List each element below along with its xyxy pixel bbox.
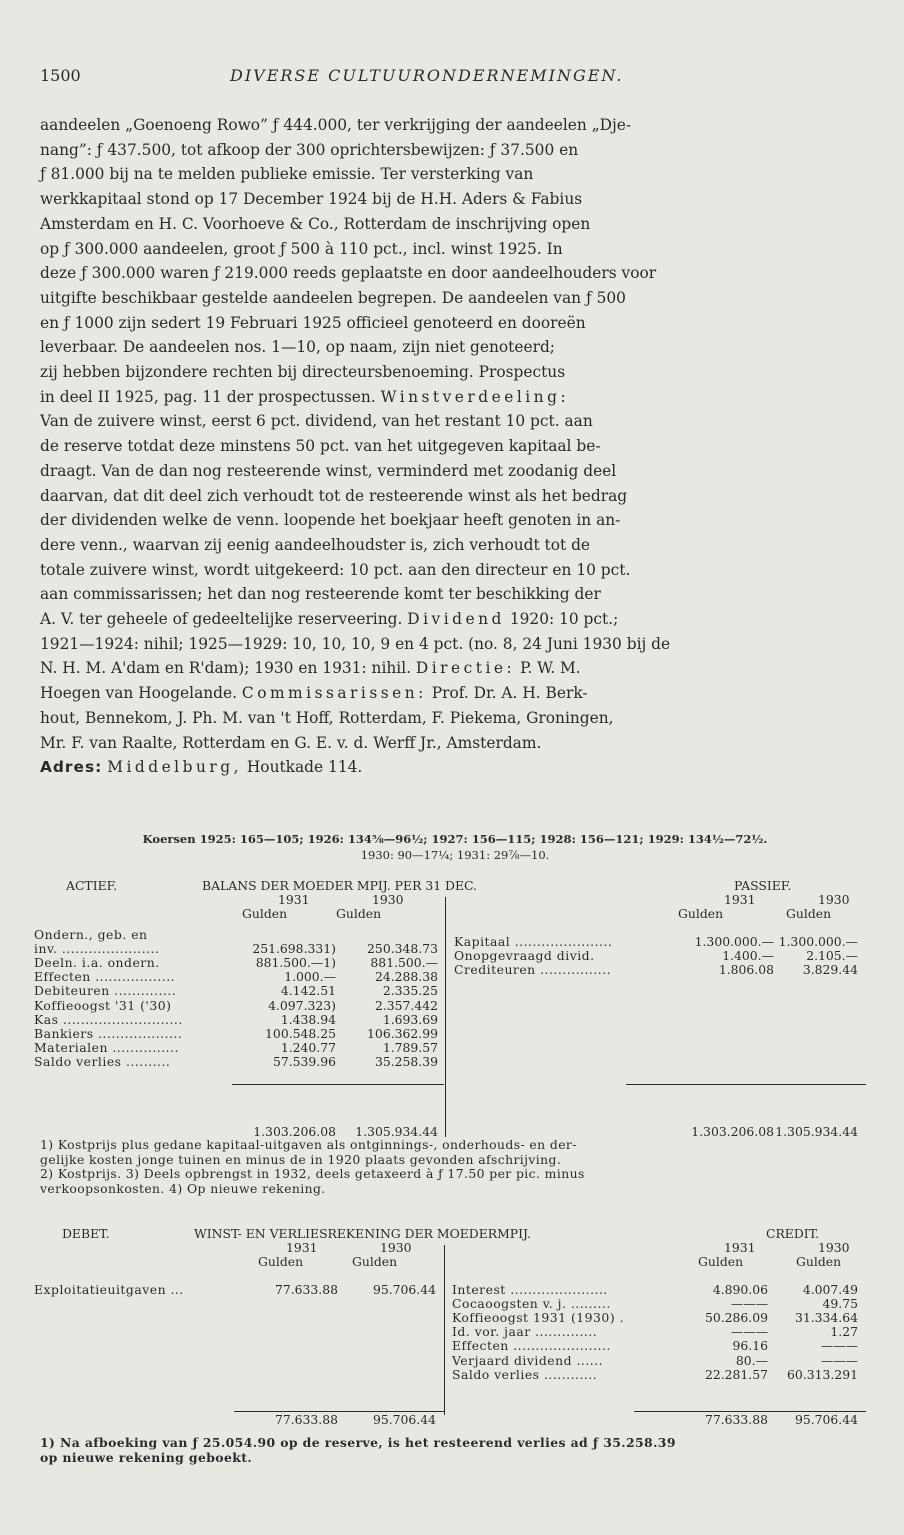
value-1930: 1.300.000.— [778,934,858,949]
value-1931: 251.698.331) [252,941,336,957]
row-label: Materialen ............... [34,1039,179,1055]
total-1931: 77.633.88 [274,1412,338,1427]
total-row [34,1413,864,1427]
value-1931: 96.16 [732,1338,768,1354]
total-1931: 1.303.206.08 [691,1124,774,1139]
passief-heading: PASSIEF. [734,878,792,893]
table-row [34,999,864,1013]
value-1931: ——— [730,1324,768,1340]
value-1931: 22.281.57 [704,1366,768,1382]
year-header: 1930 [380,1240,412,1255]
value-1931: 1.400.— [722,948,774,964]
value-1930: 4.007.49 [802,1282,858,1297]
table-row [34,963,864,977]
value-1930: 2.357.442 [374,997,438,1013]
value-1930: 106.362.99 [367,1025,438,1041]
body-line: nang”: ƒ 437.500, tot afkoop der 300 oprichtersbewijzen: ƒ 37.500 en [40,140,579,159]
unit-header: Gulden [242,906,288,921]
row-label: Verjaard dividend ...... [452,1352,604,1368]
directie-label: Directie: [415,659,516,678]
page-number: 1500 [40,66,81,85]
row-label: Kapitaal ...................... [454,934,613,949]
value-1931: 881.500.—1) [255,955,336,971]
table-row [34,1027,864,1041]
row-label: Effecten .................. [34,969,176,985]
value-1931: 1.806.08 [718,962,774,978]
body-line: daarvan, dat dit deel zich verhoudt tot de resteerende winst als het bedrag [40,486,628,505]
footnote: 1) Kostprijs plus gedane kapitaal-uitgaven als ontginnings-, onderhouds- en der- [40,1137,577,1152]
row-label: Cocaoogsten v. j. ......... [452,1296,611,1312]
value-1930: 250.348.73 [367,941,438,957]
year-header: 1931 [278,892,310,907]
value-1931: 1.300.000.— [694,934,774,949]
table-row [34,935,864,949]
table-row [34,1311,864,1325]
row-label: Exploitatieuitgaven ... [34,1282,184,1297]
total-1930: 95.706.44 [794,1412,858,1427]
row-label: inv. ...................... [34,941,160,957]
value-1930: 60.313.291 [787,1366,858,1382]
total-1930: 1.305.934.44 [775,1124,858,1139]
profit-loss-account [34,1227,870,1437]
body-line: de reserve totdat deze minstens 50 pct. van het uitgegeven kapitaal be- [40,437,601,456]
unit-header: Gulden [698,1254,744,1269]
body-line: hout, Bennekom, J. Ph. M. van 't Hoff, Rotterdam, F. Piekema, Groningen, [40,708,614,727]
unit-header: Gulden [678,906,724,921]
total-1931: 77.633.88 [704,1412,768,1427]
value-1930: 1.789.57 [382,1039,438,1055]
value-1931: 77.633.88 [274,1282,338,1297]
row-label: Effecten ...................... [452,1338,611,1354]
actief-heading: ACTIEF. [66,878,118,893]
row-label: Saldo verlies .......... [34,1053,171,1069]
value-1931: 4.142.51 [280,983,336,999]
body-line: Amsterdam en H. C. Voorhoeve & Co., Rotterdam de inschrijving open [40,214,591,233]
adres-label: Adres: [40,758,103,777]
body-line: totale zuivere winst, wordt uitgekeerd: 10 pct. aan den directeur en 10 pct. [40,560,631,579]
table-row [34,949,864,963]
year-header: 1930 [818,1240,850,1255]
running-title: DIVERSE CULTUURONDERNEMINGEN. [230,66,624,85]
koersen-line: Koersen 1925: 165—105; 1926: 134⅝—96½; 1927: 156—115; 1928: 156—121; 1929: 134½—72½. [142,832,768,846]
value-1930: 31.334.64 [794,1310,858,1326]
commissarissen-label: Commissarissen: [241,684,427,703]
value-1931: ——— [730,1296,768,1312]
body-line: deze ƒ 300.000 waren ƒ 219.000 reeds geplaatste en door aandeelhouders voor [40,264,657,283]
year-header: 1930 [818,892,850,907]
footnote: 2) Kostprijs. 3) Deels opbrengst in 1932, deels getaxeerd à ƒ 17.50 per pic. minus [40,1166,585,1182]
body-line: werkkapitaal stond op 17 December 1924 bij de H.H. Aders & Fabius [40,190,583,209]
body-line: der dividenden welke de venn. loopende het boekjaar heeft genoten in an- [40,511,621,530]
row-label: Koffieoogst '31 ('30) [34,997,172,1013]
unit-header: Gulden [258,1254,304,1269]
value-1930: 2.335.25 [382,983,438,999]
value-1930: 95.706.44 [372,1282,436,1297]
total-rule [626,1084,866,1085]
body-line: aandeelen „Goenoeng Rowo” ƒ 444.000, ter verkrijging der aandeelen „Dje- [40,116,632,134]
unit-header: Gulden [336,906,382,921]
footnote: 1) Na afboeking van ƒ 25.054.90 op de reserve, is het resteerend verlies ad ƒ 35.258.39 [40,1435,676,1450]
koersen-line: 1930: 90—17¼; 1931: 29⅞—10. [360,848,550,862]
table-row [34,1368,864,1382]
adres-street: Houtkade 114. [246,758,363,777]
table-row [34,1041,864,1055]
body-line: Hoegen van Hoogelande. Commissarissen: Prof. Dr. A. H. Berk- [40,684,588,703]
total-1930: 1.305.934.44 [355,1124,438,1139]
value-1931: 4.097.323) [268,997,336,1013]
value-1931: 1.000.— [284,969,336,985]
table-row [34,1339,864,1353]
row-label: Crediteuren ................ [454,962,612,978]
total-1931: 1.303.206.08 [253,1124,336,1139]
profit-loss-footnotes [40,1436,870,1465]
koersen [40,831,870,863]
balance-title: BALANS DER MOEDER MPIJ. PER 31 DEC. [202,878,477,893]
body-line: A. V. ter geheele of gedeeltelijke reserveering. Dividend 1920: 10 pct.; [40,610,619,629]
body-line: aan commissarissen; het dan nog resteerende komt ter beschikking der [40,585,601,604]
table-row [34,1055,864,1069]
body-line: draagt. Van de dan nog resteerende winst, verminderd met zoodanig deel [40,461,617,480]
balance-footnotes [40,1138,870,1196]
value-1931: 50.286.09 [704,1310,768,1326]
footnote: op nieuwe rekening geboekt. [40,1449,253,1465]
body-line: zij hebben bijzondere rechten bij directeursbenoeming. Prospectus [40,363,566,382]
row-label: Deeln. i.a. ondern. [34,955,160,971]
value-1931: 1.240.77 [280,1039,336,1055]
year-header: 1931 [724,1240,756,1255]
row-label: Saldo verlies ............ [452,1366,598,1382]
table-row [34,984,864,998]
body-line: dere venn., waarvan zij eenig aandeelhoudster is, zich verhoudt tot de [40,535,591,554]
unit-header: Gulden [786,906,832,921]
body-text [40,113,870,780]
row-label: Onopgevraagd divid. [454,948,595,964]
row-label: Interest ...................... [452,1282,608,1297]
total-rule [232,1084,444,1085]
body-line: in deel II 1925, pag. 11 der prospectussen. Winstverdeeling: [40,387,570,406]
row-label: Koffieoogst 1931 (1930) . [452,1310,625,1326]
value-1930: 24.288.38 [374,969,438,985]
body-line: 1921—1924: nihil; 1925—1929: 10, 10, 10, 9 en 4 pct. (no. 8, 24 Juni 1930 bij de [40,634,671,653]
adres-place: Middelburg, [107,758,242,777]
winstverdeeling-label: Winstverdeeling: [380,387,570,406]
value-1930: 881.500.— [370,955,438,971]
body-line: Mr. F. van Raalte, Rotterdam en G. E. v. d. Werff Jr., Amsterdam. [40,733,542,752]
row-label: Bankiers ................... [34,1025,183,1041]
value-1930: 35.258.39 [374,1053,438,1069]
value-1930: ——— [820,1338,858,1354]
body-line: uitgifte beschikbaar gestelde aandeelen begrepen. De aandeelen van ƒ 500 [40,288,626,307]
unit-header: Gulden [352,1254,398,1269]
value-1930: 49.75 [822,1296,858,1312]
credit-heading: CREDIT. [766,1226,820,1241]
body-line: leverbaar. De aandeelen nos. 1—10, op naam, zijn niet genoteerd; [40,338,555,357]
balance-sheet [34,879,870,1149]
row-label: Ondern., geb. en [34,927,148,942]
year-header: 1931 [286,1240,318,1255]
row-label: Kas ........................... [34,1011,183,1027]
footnote: verkoopsonkosten. 4) Op nieuwe rekening. [40,1180,326,1196]
dividend-label: Dividend [407,610,505,629]
table-row [34,1354,864,1368]
row-label: Debiteuren .............. [34,983,177,999]
profit-loss-title: WINST- EN VERLIESREKENING DER MOEDERMPIJ. [194,1226,531,1241]
table-row [34,1325,864,1339]
value-1930: 2.105.— [806,948,858,964]
body-line: en ƒ 1000 zijn sedert 19 Februari 1925 officieel genoteerd en dooreën [40,313,586,332]
table-row [34,1013,864,1027]
body-line: Van de zuivere winst, eerst 6 pct. dividend, van het restant 10 pct. aan [40,412,593,431]
table-row [34,1283,864,1297]
value-1930: 1.27 [830,1324,858,1340]
row-label: Id. vor. jaar .............. [452,1324,598,1340]
table-row [34,1297,864,1311]
unit-header: Gulden [796,1254,842,1269]
value-1931: 1.438.94 [280,1011,336,1027]
total-1930: 95.706.44 [372,1412,436,1427]
value-1930: 3.829.44 [802,962,858,978]
body-line: ƒ 81.000 bij na te melden publieke emissie. Ter versterking van [40,165,534,184]
value-1930: 1.693.69 [382,1011,438,1027]
body-line: N. H. M. A'dam en R'dam); 1930 en 1931: nihil. Directie: P. W. M. [40,659,581,678]
body-line: op ƒ 300.000 aandeelen, groot ƒ 500 à 110 pct., incl. winst 1925. In [40,239,563,258]
address-line [40,755,870,780]
debet-heading: DEBET. [62,1226,110,1241]
value-1931: 4.890.06 [712,1282,768,1297]
value-1931: 100.548.25 [265,1025,336,1041]
year-header: 1930 [372,892,404,907]
value-1931: 57.539.96 [272,1053,336,1069]
running-header [40,66,870,90]
value-1931: 80.— [735,1352,768,1368]
year-header: 1931 [724,892,756,907]
value-1930: ——— [820,1352,858,1368]
footnote: gelijke kosten jonge tuinen en minus de in 1920 plaats gevonden afschrijving. [40,1151,562,1167]
divider-vertical [444,1245,445,1415]
divider-vertical [445,897,446,1137]
